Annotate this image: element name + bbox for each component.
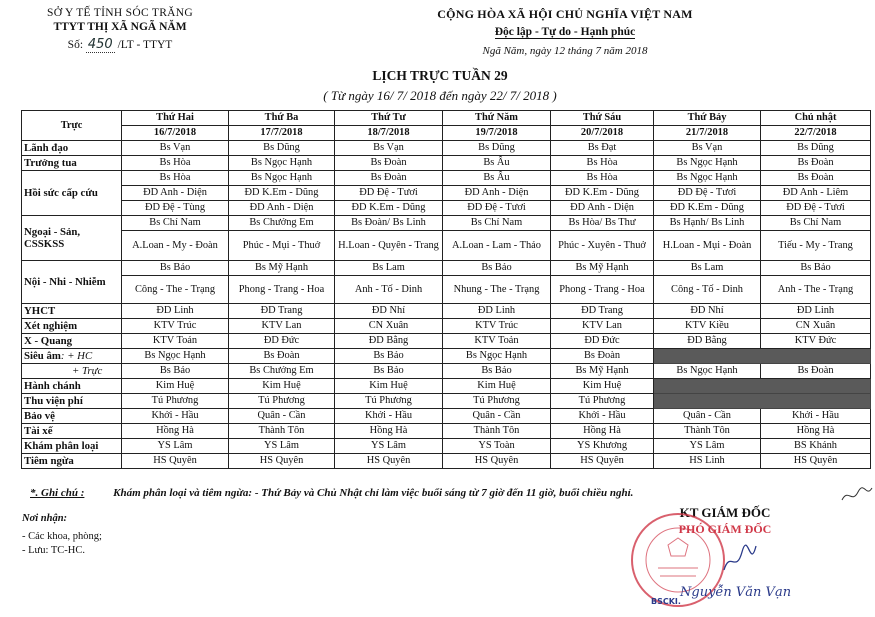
- table-cell: KTV Trúc: [122, 319, 229, 334]
- row-label: Hành chánh: [22, 379, 122, 394]
- table-cell: ĐD Anh - Diện: [551, 201, 654, 216]
- signature-stroke-icon: [720, 540, 760, 580]
- day-name: Thứ Ba: [229, 111, 335, 126]
- table-cell: CN Xuân: [335, 319, 443, 334]
- table-cell: Hồng Hà: [335, 424, 443, 439]
- table-cell: H.Loan - Mụi - Đoàn: [654, 231, 761, 261]
- table-cell: Tiếu - My - Trang: [761, 231, 871, 261]
- table-cell: Tú Phương: [122, 394, 229, 409]
- table-cell: ĐD K.Em - Dũng: [335, 201, 443, 216]
- table-cell: Bs Mỹ Hạnh: [551, 364, 654, 379]
- table-cell: Anh - Tố - Dinh: [335, 276, 443, 304]
- footnote: [30, 487, 633, 499]
- unit-name: TTYT THỊ XÃ NGÃ NĂM: [53, 21, 187, 33]
- shaded-cell: [654, 394, 871, 409]
- table-cell: Bs Dũng: [761, 141, 871, 156]
- table-cell: ĐD Đức: [551, 334, 654, 349]
- table-cell: Công - The - Trạng: [122, 276, 229, 304]
- table-cell: Bs Bảo: [443, 261, 551, 276]
- table-cell: Bs Đoàn: [551, 349, 654, 364]
- table-cell: HS Quyên: [551, 454, 654, 469]
- table-cell: Kim Huệ: [443, 379, 551, 394]
- department-name: SỞ Y TẾ TỈNH SÓC TRĂNG: [47, 7, 193, 19]
- table-cell: Phúc - Mụi - Thuở: [229, 231, 335, 261]
- day-date: 20/7/2018: [551, 126, 654, 141]
- table-cell: Khởi - Hầu: [551, 409, 654, 424]
- table-cell: Bs Đoàn: [229, 349, 335, 364]
- table-cell: ĐD Anh - Diện: [443, 186, 551, 201]
- table-cell: HS Quyên: [335, 454, 443, 469]
- table-cell: Bs Vạn: [654, 141, 761, 156]
- day-name: Chủ nhật: [761, 111, 871, 126]
- table-cell: Bs Đoàn: [335, 156, 443, 171]
- table-row: [22, 231, 871, 261]
- document-number: [20, 37, 220, 52]
- table-cell: Hồng Hà: [761, 424, 871, 439]
- table-cell: Bs Đoàn: [335, 171, 443, 186]
- table-cell: KTV Đức: [761, 334, 871, 349]
- number-value: 450: [87, 37, 113, 52]
- table-cell: CN Xuân: [761, 319, 871, 334]
- table-cell: HS Linh: [654, 454, 761, 469]
- table-cell: Khởi - Hầu: [122, 409, 229, 424]
- table-cell: Bs Đoàn: [761, 171, 871, 186]
- day-date: 16/7/2018: [122, 126, 229, 141]
- table-cell: HS Quyên: [443, 454, 551, 469]
- table-row: [22, 364, 871, 379]
- table-cell: Tú Phương: [551, 394, 654, 409]
- day-date: 22/7/2018: [761, 126, 871, 141]
- row-label: Nội - Nhi - Nhiễm: [22, 261, 122, 304]
- table-cell: Công - Tố - Dinh: [654, 276, 761, 304]
- table-cell: Bs Hạnh/ Bs Linh: [654, 216, 761, 231]
- table-cell: Hồng Hà: [122, 424, 229, 439]
- shaded-cell: [654, 349, 871, 364]
- table-cell: KTV Lan: [551, 319, 654, 334]
- table-row: [22, 201, 871, 216]
- table-cell: Bs Đoàn: [761, 156, 871, 171]
- table-cell: Anh - The - Trạng: [761, 276, 871, 304]
- table-row: [22, 276, 871, 304]
- table-cell: ĐD Trang: [551, 304, 654, 319]
- table-cell: Kim Huệ: [335, 379, 443, 394]
- table-row: [22, 156, 871, 171]
- table-cell: Quân - Cần: [229, 409, 335, 424]
- table-cell: YS Lâm: [335, 439, 443, 454]
- table-cell: KTV Lan: [229, 319, 335, 334]
- table-cell: YS Lâm: [229, 439, 335, 454]
- table-cell: HS Quyên: [229, 454, 335, 469]
- table-cell: Bs Ngọc Hạnh: [654, 364, 761, 379]
- day-name: Thứ Tư: [335, 111, 443, 126]
- page-title: LỊCH TRỰC TUẦN 29: [372, 68, 508, 83]
- day-name: Thứ Bảy: [654, 111, 761, 126]
- table-cell: Bs Âu: [443, 156, 551, 171]
- table-cell: Phúc - Xuyên - Thuở: [551, 231, 654, 261]
- table-cell: ĐD Bằng: [335, 334, 443, 349]
- table-cell: Quân - Cần: [443, 409, 551, 424]
- table-cell: KTV Toản: [122, 334, 229, 349]
- day-date: 21/7/2018: [654, 126, 761, 141]
- table-cell: Phong - Trang - Hoa: [229, 276, 335, 304]
- table-cell: Bs Đoàn/ Bs Linh: [335, 216, 443, 231]
- table-header-row: [22, 111, 871, 126]
- table-cell: Bs Ngọc Hạnh: [654, 171, 761, 186]
- table-cell: ĐD K.Em - Dũng: [551, 186, 654, 201]
- table-cell: Thành Tôn: [443, 424, 551, 439]
- table-cell: A.Loan - My - Đoàn: [122, 231, 229, 261]
- table-cell: Phong - Trang - Hoa: [551, 276, 654, 304]
- header-truc: Trực: [22, 111, 122, 141]
- table-cell: ĐD Linh: [761, 304, 871, 319]
- table-cell: Bs Bảo: [122, 364, 229, 379]
- table-cell: ĐD K.Em - Dũng: [229, 186, 335, 201]
- row-label: Bảo vệ: [22, 409, 122, 424]
- row-label: [22, 349, 122, 364]
- table-cell: Bs Ngọc Hạnh: [229, 171, 335, 186]
- table-cell: Bs Ngọc Hạnh: [654, 156, 761, 171]
- sieu-am-hc-label: : + HC: [60, 350, 93, 362]
- table-row: [22, 409, 871, 424]
- table-cell: ĐD Linh: [122, 304, 229, 319]
- table-cell: Bs Bảo: [443, 364, 551, 379]
- recipients: [22, 512, 102, 558]
- table-cell: Bs Hòa: [551, 171, 654, 186]
- recipient-item: - Các khoa, phòng;: [22, 531, 102, 542]
- table-cell: Bs Chưởng Em: [229, 364, 335, 379]
- signer-degree: BSCKI.: [651, 597, 681, 606]
- table-cell: Bs Vạn: [122, 141, 229, 156]
- row-label: Lãnh đạo: [22, 141, 122, 156]
- table-cell: Hồng Hà: [551, 424, 654, 439]
- table-cell: Bs Đạt: [551, 141, 654, 156]
- recipients-title: Nơi nhận:: [22, 513, 68, 524]
- row-label: Trưởng tua: [22, 156, 122, 171]
- table-cell: ĐD Đệ - Tươi: [761, 201, 871, 216]
- table-cell: A.Loan - Lam - Thảo: [443, 231, 551, 261]
- table-cell: H.Loan - Quyên - Trang: [335, 231, 443, 261]
- table-row: [22, 186, 871, 201]
- table-cell: Bs Dũng: [229, 141, 335, 156]
- table-cell: Bs Hòa/ Bs Thư: [551, 216, 654, 231]
- header-right: [380, 7, 750, 57]
- footnote-text: Khám phân loại và tiêm ngừa: - Thứ Bảy và Chủ Nhật chỉ làm việc buổi sáng từ 7 giờ đến 11 giờ, buổi chiều nghỉ.: [113, 487, 634, 499]
- signer-prefix: KT: [679, 505, 699, 520]
- table-row: [22, 171, 871, 186]
- row-label: Tiêm ngừa: [22, 454, 122, 469]
- table-cell: ĐD Bằng: [654, 334, 761, 349]
- table-cell: Khởi - Hầu: [761, 409, 871, 424]
- day-name: Thứ Sáu: [551, 111, 654, 126]
- table-cell: Bs Hòa: [122, 156, 229, 171]
- table-cell: YS Lâm: [122, 439, 229, 454]
- signer-name: Nguyễn Văn Vạn: [680, 585, 792, 600]
- place-date: Ngã Năm, ngày 12 tháng 7 năm 2018: [482, 45, 648, 57]
- table-row: [22, 304, 871, 319]
- table-cell: Bs Hòa: [551, 156, 654, 171]
- table-cell: Bs Mỹ Hạnh: [229, 261, 335, 276]
- table-cell: KTV Toản: [443, 334, 551, 349]
- handwritten-mark-icon: [840, 484, 874, 506]
- signer-position: GIÁM ĐỐC: [701, 505, 771, 520]
- row-label: Khám phân loại: [22, 439, 122, 454]
- recipient-item: - Lưu: TC-HC.: [22, 545, 85, 556]
- table-cell: ĐD Linh: [443, 304, 551, 319]
- header-left: [20, 7, 220, 52]
- day-date: 17/7/2018: [229, 126, 335, 141]
- table-date-row: [22, 126, 871, 141]
- table-cell: Bs Ngọc Hạnh: [229, 156, 335, 171]
- table-cell: ĐD Nhí: [335, 304, 443, 319]
- table-cell: KTV Trúc: [443, 319, 551, 334]
- table-cell: Bs Chí Nam: [761, 216, 871, 231]
- table-row: [22, 424, 871, 439]
- table-cell: Thành Tôn: [654, 424, 761, 439]
- row-label: Xét nghiệm: [22, 319, 122, 334]
- table-cell: HS Quyên: [761, 454, 871, 469]
- table-cell: YS Toàn: [443, 439, 551, 454]
- table-cell: Bs Chưởng Em: [229, 216, 335, 231]
- row-label: X - Quang: [22, 334, 122, 349]
- table-cell: Bs Mỹ Hạnh: [551, 261, 654, 276]
- table-cell: Bs Chí Nam: [122, 216, 229, 231]
- table-cell: Tú Phương: [335, 394, 443, 409]
- table-cell: Bs Lam: [654, 261, 761, 276]
- table-cell: Bs Bảo: [761, 261, 871, 276]
- page-subtitle: ( Từ ngày 16/ 7/ 2018 đến ngày 22/ 7/ 2018 ): [323, 88, 557, 103]
- shaded-cell: [654, 379, 871, 394]
- table-cell: Bs Âu: [443, 171, 551, 186]
- table-cell: BS Khánh: [761, 439, 871, 454]
- table-cell: ĐD Anh - Diện: [122, 186, 229, 201]
- number-prefix: Số:: [67, 39, 84, 51]
- table-cell: YS Lâm: [654, 439, 761, 454]
- table-cell: Bs Bảo: [335, 349, 443, 364]
- row-label: YHCT: [22, 304, 122, 319]
- row-label: Ngoại - Sản, CSSKSS: [22, 216, 122, 261]
- table-row: [22, 319, 871, 334]
- table-cell: KTV Kiều: [654, 319, 761, 334]
- table-cell: Bs Chí Nam: [443, 216, 551, 231]
- table-row: [22, 216, 871, 231]
- table-cell: Kim Huệ: [551, 379, 654, 394]
- table-cell: Bs Bảo: [122, 261, 229, 276]
- table-cell: Kim Huệ: [122, 379, 229, 394]
- footnote-label: *. Ghi chú :: [30, 487, 85, 499]
- number-suffix: /LT - TTYT: [117, 39, 173, 51]
- table-row: [22, 439, 871, 454]
- table-row: [22, 141, 871, 156]
- table-row: [22, 261, 871, 276]
- table-row: [22, 454, 871, 469]
- table-cell: Tú Phương: [443, 394, 551, 409]
- table-cell: ĐD Nhí: [654, 304, 761, 319]
- row-sublabel: + Trực: [22, 364, 122, 379]
- table-cell: Nhung - The - Trạng: [443, 276, 551, 304]
- table-cell: Quân - Cần: [654, 409, 761, 424]
- duty-schedule-table: [21, 110, 871, 469]
- table-cell: Kim Huệ: [229, 379, 335, 394]
- signer-deputy: PHÓ GIÁM ĐỐC: [678, 522, 772, 536]
- table-cell: ĐD Trang: [229, 304, 335, 319]
- table-cell: ĐD Đệ - Tùng: [122, 201, 229, 216]
- republic-title: CỘNG HÒA XÃ HỘI CHỦ NGHĨA VIỆT NAM: [437, 7, 693, 21]
- table-cell: ĐD Đệ - Tươi: [443, 201, 551, 216]
- day-date: 18/7/2018: [335, 126, 443, 141]
- table-cell: Thành Tôn: [229, 424, 335, 439]
- day-name: Thứ Năm: [443, 111, 551, 126]
- table-cell: Bs Dũng: [443, 141, 551, 156]
- row-label: Hồi sức cấp cứu: [22, 171, 122, 216]
- table-cell: Bs Hòa: [122, 171, 229, 186]
- table-cell: YS Khương: [551, 439, 654, 454]
- table-row: [22, 349, 871, 364]
- table-cell: ĐD Anh - Diện: [229, 201, 335, 216]
- row-label: Tài xế: [22, 424, 122, 439]
- sieu-am-label: Siêu âm: [24, 350, 61, 362]
- table-cell: Bs Ngọc Hạnh: [122, 349, 229, 364]
- table-cell: Bs Lam: [335, 261, 443, 276]
- day-name: Thứ Hai: [122, 111, 229, 126]
- table-cell: ĐD Đức: [229, 334, 335, 349]
- row-label: Thu viện phí: [22, 394, 122, 409]
- motto: Độc lập - Tự do - Hạnh phúc: [494, 26, 636, 38]
- table-cell: ĐD Đệ - Tươi: [654, 186, 761, 201]
- table-row: [22, 394, 871, 409]
- day-date: 19/7/2018: [443, 126, 551, 141]
- table-cell: Bs Ngọc Hạnh: [443, 349, 551, 364]
- table-cell: Bs Vạn: [335, 141, 443, 156]
- table-cell: ĐD Đệ - Tươi: [335, 186, 443, 201]
- table-cell: Tú Phương: [229, 394, 335, 409]
- table-cell: Bs Đoàn: [761, 364, 871, 379]
- table-row: [22, 334, 871, 349]
- table-cell: Khởi - Hầu: [335, 409, 443, 424]
- table-row: [22, 379, 871, 394]
- table-cell: Bs Bảo: [335, 364, 443, 379]
- table-cell: ĐD Anh - Liêm: [761, 186, 871, 201]
- table-cell: ĐD K.Em - Dũng: [654, 201, 761, 216]
- table-cell: HS Quyên: [122, 454, 229, 469]
